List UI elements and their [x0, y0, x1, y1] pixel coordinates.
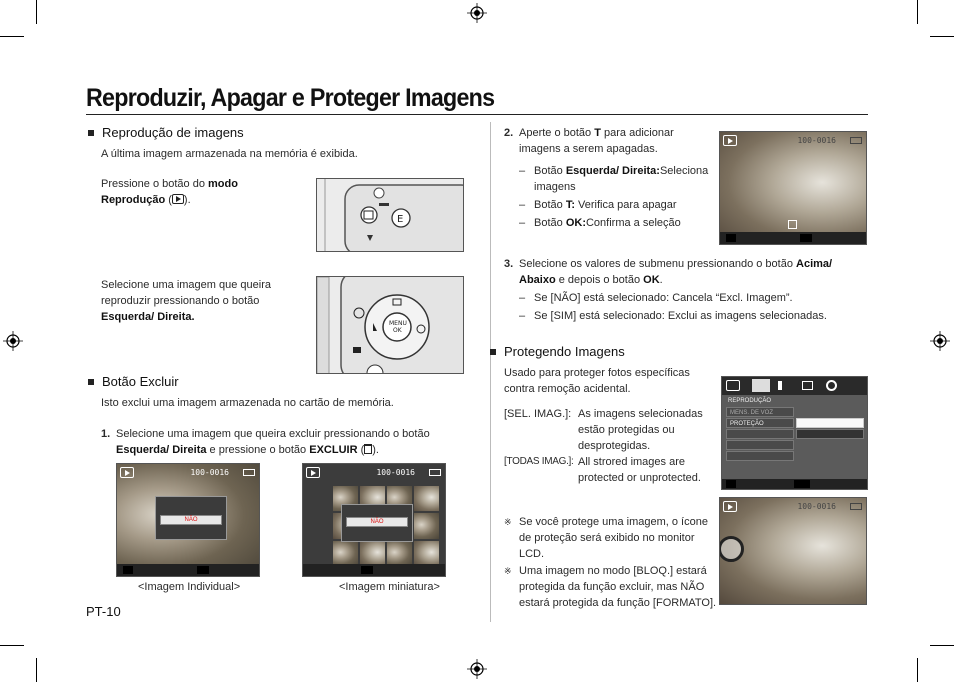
crop-mark	[930, 36, 954, 37]
step-3	[519, 256, 859, 288]
lcd-thumbnail-image	[302, 463, 446, 577]
battery-icon	[850, 137, 862, 144]
note-mark: ※	[504, 566, 512, 576]
sound-tab-icon[interactable]	[778, 381, 790, 390]
lcd-counter: 100-0016	[376, 468, 415, 477]
menu-tab-bar	[722, 377, 867, 395]
text-span: (	[165, 194, 172, 206]
registration-mark-icon	[467, 3, 487, 23]
delete-intro: Isto exclui uma imagem armazenada no cartão de memória.	[101, 397, 394, 409]
lcd-counter: 100-0016	[797, 502, 836, 511]
step-2-bullet-3	[534, 215, 681, 231]
text-span: Confirma a seleção	[585, 217, 681, 229]
delete-dialog	[341, 504, 413, 542]
step-2-bullet-2	[534, 197, 677, 213]
text-span: desprotegidas.	[578, 440, 651, 452]
text-bold: EXCLUIR	[309, 444, 358, 456]
text-bold: OK	[643, 274, 660, 286]
playback-step-select	[101, 277, 311, 325]
text-span: Seleciona	[659, 165, 709, 177]
thumbnail[interactable]	[414, 513, 439, 538]
play-mode-icon	[723, 501, 737, 512]
playback-intro: A última imagem armazenada na memória é exibida.	[101, 148, 358, 160]
text-bold: Esquerda/ Direita:	[565, 165, 660, 177]
menu-item-protect[interactable]: PROTEÇÃO	[726, 418, 794, 428]
lcd-status-bar	[303, 464, 445, 480]
menu-title: REPRODUÇÃO	[728, 398, 772, 404]
text-span: Pressione o botão do	[101, 178, 209, 190]
text-span: Uma imagem no modo [BLOQ.] estará	[519, 565, 707, 577]
lcd-protected-photo	[719, 497, 867, 605]
text-span: Selecione uma imagem que queira excluir pressionando o botão	[116, 428, 430, 440]
text-span: contra remoção acidental.	[504, 383, 631, 395]
step-3-number: 3.	[504, 258, 514, 270]
text-span: Botão	[534, 217, 566, 229]
menu-item-voice[interactable]: MENS. DE VOZ	[726, 407, 794, 417]
menu-tab-icon[interactable]	[726, 380, 740, 391]
delete-step-1-number: 1.	[101, 428, 111, 440]
text-span: de proteção será exibido no monitor	[519, 532, 695, 544]
checkbox-icon	[788, 220, 797, 229]
section-heading-protect	[490, 344, 625, 359]
step-2-bullet-dash: –	[519, 199, 526, 211]
text-span: Aperte o botão	[519, 127, 595, 139]
note-mark: ※	[504, 517, 512, 527]
step-2	[519, 125, 709, 157]
text-bold: T	[594, 127, 601, 139]
step-3-bullet-2: Se [SIM] está selecionado: Exclui as imagens selecionadas.	[534, 310, 827, 322]
battery-icon	[429, 469, 441, 476]
text-span: Selecione uma imagem que queira	[101, 279, 271, 291]
protect-lock-icon	[719, 536, 744, 562]
camera-dpad-image	[316, 276, 464, 374]
text-span: Botão	[534, 199, 566, 211]
text-span: Verifica para apagar	[574, 199, 677, 211]
text-span: .	[659, 274, 663, 286]
bullet-square-icon	[88, 379, 94, 385]
page-title: Reproduzir, Apagar e Proteger Imagens	[86, 84, 495, 112]
column-divider	[490, 122, 491, 622]
lcd-status-bar	[720, 498, 866, 514]
crop-mark	[36, 658, 37, 682]
step-2-number: 2.	[504, 127, 514, 139]
menu-item[interactable]	[726, 451, 794, 461]
crop-mark	[0, 645, 24, 646]
text-span: e depois o botão	[555, 274, 644, 286]
registration-mark-icon	[467, 659, 487, 679]
bullet-square-icon	[490, 349, 496, 355]
text-span: e pressione o botão	[206, 444, 310, 456]
step-3-bullet-1: Se [NÃO] está selecionado: Cancela “Excl. Imagem”.	[534, 292, 793, 304]
lcd-bottom-bar	[303, 564, 445, 576]
text-bold: T:	[565, 199, 575, 211]
text-span: estão protegidas ou	[578, 424, 675, 436]
battery-icon	[243, 469, 255, 476]
heading-text: Protegendo Imagens	[504, 344, 625, 359]
text-span: Selecione os valores de submenu pressionando o botão	[519, 258, 797, 270]
memory-tab-icon[interactable]	[802, 381, 813, 390]
bullet-square-icon	[88, 130, 94, 136]
camera-mode-dial-icon	[317, 179, 464, 252]
crop-mark	[917, 0, 918, 24]
text-span: protegida da função excluir, mas NÃO	[519, 581, 705, 593]
protect-option-label: [SEL. IMAG.]:	[504, 408, 572, 420]
lcd-bottom-bar	[722, 479, 867, 489]
playback-step-mode	[101, 176, 301, 208]
lcd-bottom-bar	[117, 564, 259, 576]
protect-option-desc	[578, 454, 718, 486]
text-span: All strored images are	[578, 456, 685, 468]
caption-single: <Imagem Individual>	[138, 581, 241, 593]
protect-option-desc	[578, 406, 718, 454]
text-bold: modo	[208, 178, 238, 190]
text-span: Botão	[534, 165, 566, 177]
camera-dpad-icon	[317, 277, 464, 374]
section-heading-delete	[88, 374, 179, 389]
submenu-option[interactable]	[796, 429, 864, 439]
lcd-single-image	[116, 463, 260, 577]
thumbnail[interactable]	[387, 541, 412, 566]
text-span: protected or unprotected.	[578, 472, 701, 484]
text-span: reproduzir pressionando o botão	[101, 295, 260, 307]
delete-dialog	[155, 496, 227, 540]
trash-icon	[364, 444, 372, 454]
text-span: ).	[183, 194, 191, 206]
protect-note-2	[519, 563, 719, 611]
step-3-bullet-dash: –	[519, 292, 526, 304]
crop-mark	[36, 0, 37, 24]
text-span: imagens a serem apagadas.	[519, 143, 658, 155]
text-bold: Abaixo	[519, 274, 556, 286]
menu-item[interactable]	[726, 440, 794, 450]
text-span: Usado para proteger fotos específicas	[504, 367, 690, 379]
lcd-status-bar	[720, 132, 866, 148]
settings-tab-icon[interactable]	[826, 380, 837, 391]
page-number: PT-10	[86, 604, 121, 619]
svg-text:MENU: MENU	[389, 320, 407, 327]
step-2-bullet-dash: –	[519, 217, 526, 229]
lcd-counter: 100-0016	[190, 468, 229, 477]
protect-intro	[504, 365, 714, 397]
play-mode-icon	[306, 467, 320, 478]
text-span: Se você protege uma imagem, o ícone	[519, 516, 708, 528]
crop-mark	[0, 36, 24, 37]
svg-text:OK: OK	[393, 327, 402, 334]
play-button-icon	[172, 194, 184, 204]
section-heading-playback	[88, 125, 244, 140]
svg-text:E: E	[397, 214, 404, 225]
lcd-protect-menu	[721, 376, 868, 490]
text-span: para adicionar	[600, 127, 674, 139]
thumbnail[interactable]	[360, 541, 385, 566]
play-mode-icon	[120, 467, 134, 478]
text-span: As imagens selecionadas	[578, 408, 703, 420]
text-span: ).	[372, 444, 379, 456]
dialog-no-button[interactable]: NÃO	[346, 517, 408, 527]
menu-item[interactable]	[726, 429, 794, 439]
step-2-bullet-1	[534, 163, 714, 195]
thumbnail[interactable]	[333, 541, 358, 566]
step-3-bullet-dash: –	[519, 310, 526, 322]
text-span: LCD.	[519, 548, 545, 560]
heading-text: Reprodução de imagens	[102, 125, 244, 140]
text-bold: Acima/	[796, 258, 833, 270]
thumbnail[interactable]	[414, 541, 439, 566]
battery-icon	[850, 503, 862, 510]
protect-option-label: [TODAS IMAG.]:	[504, 456, 574, 467]
lcd-counter: 100-0016	[797, 136, 836, 145]
lcd-status-bar	[117, 464, 259, 480]
camera-back-image	[316, 178, 464, 252]
caption-thumbnail: <Imagem miniatura>	[339, 581, 440, 593]
play-mode-icon	[723, 135, 737, 146]
title-rule	[86, 114, 868, 115]
crop-mark	[930, 645, 954, 646]
text-bold: Reprodução	[101, 194, 166, 206]
text-bold: Esquerda/ Direita.	[101, 311, 195, 323]
thumbnail[interactable]	[414, 486, 439, 511]
registration-mark-icon	[930, 331, 950, 351]
registration-mark-icon	[3, 331, 23, 351]
heading-text: Botão Excluir	[102, 374, 179, 389]
text-span: estará protegida da função [FORMATO].	[519, 597, 717, 609]
dialog-no-button[interactable]: NÃO	[160, 515, 222, 525]
protect-note-1	[519, 514, 719, 562]
text-bold: OK:	[565, 217, 586, 229]
lcd-bottom-bar	[720, 232, 866, 244]
text-bold: Esquerda/ Direita	[116, 444, 207, 456]
crop-mark	[917, 658, 918, 682]
submenu-option[interactable]	[796, 418, 864, 428]
delete-step-1	[116, 426, 456, 458]
text-span: imagens	[534, 181, 576, 193]
step-2-bullet-dash: –	[519, 165, 526, 177]
text-span: (	[357, 444, 365, 456]
lcd-photo-select	[719, 131, 867, 245]
playback-tab-icon[interactable]	[752, 379, 770, 392]
